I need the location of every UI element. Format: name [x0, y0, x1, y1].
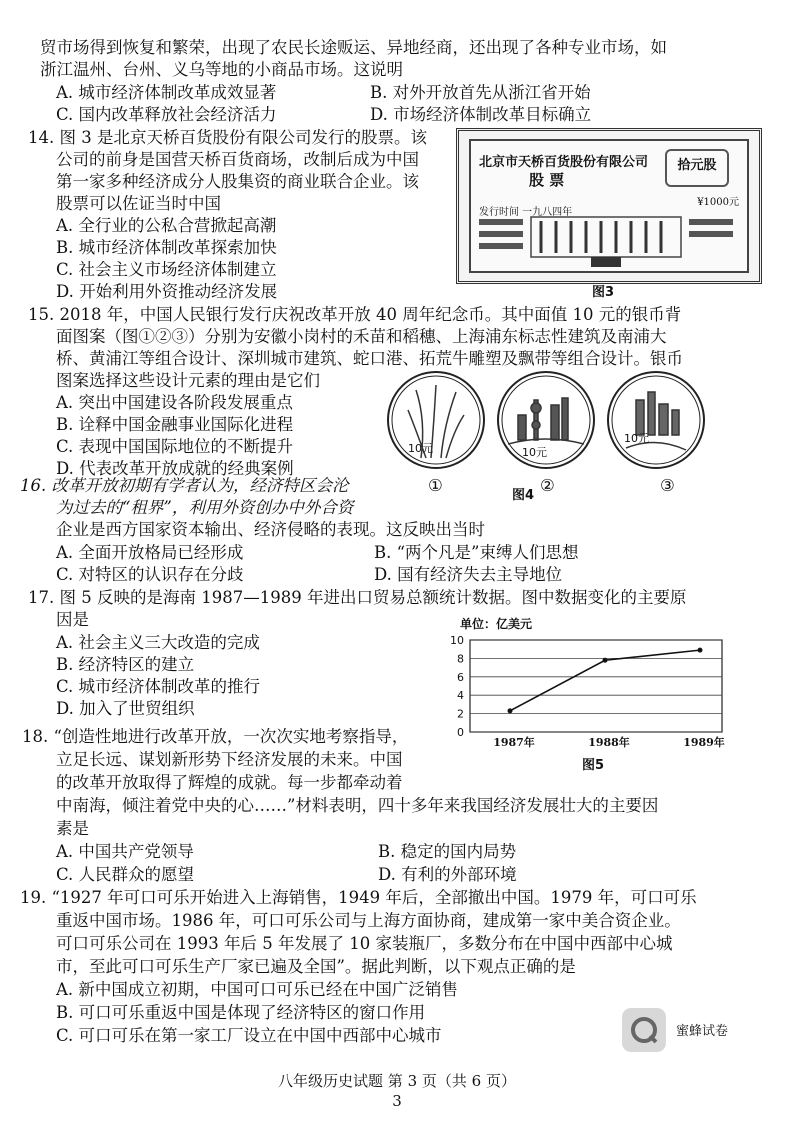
q19-stem: 重返中国市场。1986 年，可口可乐公司与上海方面协商，建成第一家中美合资企业。: [56, 911, 681, 930]
q19-stem: 19. “1927 年可口可乐开始进入上海销售，1949 年后，全部撤出中国。1979 年，可口可乐: [20, 888, 697, 907]
q16-stem: 16. 改革开放初期有学者认为，经济特区会沦: [20, 476, 349, 495]
q14-option-b: B. 城市经济体制改革探索加快: [56, 238, 277, 257]
q14-option-c: C. 社会主义市场经济体制建立: [56, 260, 277, 279]
q13-option-c: C. 国内改革释放社会经济活力: [56, 105, 277, 124]
stock-title: 股 票: [529, 171, 565, 189]
q17-stem: 17. 图 5 反映的是海南 1987—1989 年进出口贸易总额统计数据。图中数据变化的主要原: [28, 588, 687, 607]
coin-2-label: ②: [540, 476, 555, 495]
stock-issue-date: 发行时间 一九八四年: [479, 207, 573, 218]
q16-option-b: B. “两个凡是”束缚人们思想: [374, 543, 579, 562]
q15-option-c: C. 表现中国国际地位的不断提升: [56, 437, 294, 456]
y-tick-label: 10: [450, 634, 464, 647]
q19-option-b: B. 可口可乐重返中国是体现了经济特区的窗口作用: [56, 1003, 426, 1022]
q18-stem: 立足长远、谋划新形势下经济发展的未来。中国: [56, 750, 403, 769]
q16-option-d: D. 国有经济失去主导地位: [374, 565, 563, 584]
q17-stem: 因是: [56, 610, 89, 629]
y-tick-label: 4: [457, 689, 464, 703]
y-tick-label: 0: [457, 726, 464, 739]
stock-certificate-image: [456, 128, 762, 284]
q14-stem: 第一家多种经济成分人股集资的商业联合企业。该: [56, 172, 419, 191]
x-tick-label: 1987年: [493, 736, 535, 749]
figure-5-caption: 图5: [582, 758, 605, 773]
q15-stem: 图案选择这些设计元素的理由是它们: [56, 371, 320, 390]
trade-line-chart: [430, 614, 730, 754]
y-tick-label: 8: [457, 652, 464, 666]
q18-stem: 18. “创造性地进行改革开放，一次次实地考察指导，: [22, 727, 409, 746]
stock-company: 北京市天桥百货股份有限公司: [479, 155, 649, 170]
q19-option-a: A. 新中国成立初期，中国可口可乐已经在中国广泛销售: [56, 980, 458, 999]
q19-stem: 市，至此可口可乐生产厂家已遍及全国”。据此判断，以下观点正确的是: [56, 957, 576, 976]
y-tick-label: 6: [457, 670, 464, 684]
data-point: [508, 708, 513, 713]
coin-3-label: ③: [660, 476, 675, 495]
q18-stem: 素是: [56, 819, 89, 838]
y-tick-label: 2: [457, 707, 464, 721]
q14-stem: 股票可以佐证当时中国: [56, 194, 221, 213]
chart-unit-label: 单位：亿美元: [460, 617, 533, 631]
coin-2-value: 10元: [522, 446, 547, 459]
q17-option-a: A. 社会主义三大改造的完成: [56, 633, 260, 652]
q16-stem: 为过去的“租界”，利用外资创办中外合资: [56, 498, 354, 517]
stock-amount: ¥1000元: [697, 197, 739, 208]
q15-option-d: D. 代表改革开放成就的经典案例: [56, 459, 294, 478]
q13-option-a: A. 城市经济体制改革成效显著: [56, 83, 277, 102]
q15-stem: 面图案（图①②③）分别为安徽小岗村的禾苗和稻穗、上海浦东标志性建筑及南浦大: [56, 327, 667, 346]
q19-stem: 可口可乐公司在 1993 年后 5 年发展了 10 家装瓶厂，多数分布在中国中西部中心城: [56, 934, 673, 953]
figure-3-caption: 图3: [592, 285, 615, 300]
q17-option-c: C. 城市经济体制改革的推行: [56, 677, 261, 696]
q18-stem: 的改革开放取得了辉煌的成就。每一步都牵动着: [56, 773, 403, 792]
figure-4-caption: 图4: [512, 488, 535, 503]
data-point: [698, 648, 703, 653]
q19-option-c: C. 可口可乐在第一家工厂设立在中国中西部中心城市: [56, 1026, 442, 1045]
q15-option-a: A. 突出中国建设各阶段发展重点: [56, 393, 293, 412]
coins-image: [386, 370, 716, 475]
pudong-skyline-illustration: [508, 398, 584, 444]
q14-option-d: D. 开始利用外资推动经济发展: [56, 282, 278, 301]
x-tick-label: 1988年: [588, 736, 630, 749]
q13-option-b: B. 对外开放首先从浙江省开始: [370, 83, 591, 102]
watermark-logo: [622, 1008, 666, 1052]
watermark-text: 蜜蜂试卷: [676, 1024, 729, 1039]
q15-stem: 15. 2018 年，中国人民银行发行庆祝改革开放 40 周年纪念币。其中面值 10 元的银币背: [28, 305, 682, 324]
coin-1-label: ①: [428, 476, 443, 495]
q17-option-b: B. 经济特区的建立: [56, 655, 195, 674]
q16-option-a: A. 全面开放格局已经形成: [56, 543, 244, 562]
q13-option-d: D. 市场经济体制改革目标确立: [370, 105, 592, 124]
footer-title: 八年级历史试题 第 3 页（共 6 页）: [278, 1072, 516, 1090]
q14-stem: 14. 图 3 是北京天桥百货股份有限公司发行的股票。该: [28, 128, 427, 147]
q17-option-d: D. 加入了世贸组织: [56, 699, 195, 718]
q16-stem: 企业是西方国家资本输出、经济侵略的表现。这反映出当时: [56, 520, 485, 539]
chart-frame: [470, 640, 722, 732]
coin-1-value: 10元: [408, 442, 433, 455]
q18-option-a: A. 中国共产党领导: [56, 842, 194, 861]
q14-stem: 公司的前身是国营天桥百货商场，改制后成为中国: [56, 150, 419, 169]
footer-page-number: 3: [392, 1092, 402, 1110]
coin-3-value: 10元: [624, 432, 649, 445]
q14-option-a: A. 全行业的公私合营掀起高潮: [56, 216, 277, 235]
x-tick-label: 1989年: [683, 736, 725, 749]
q15-option-b: B. 诠释中国金融事业国际化进程: [56, 415, 294, 434]
q18-option-c: C. 人民群众的愿望: [56, 865, 195, 884]
q18-option-b: B. 稳定的国内局势: [378, 842, 517, 861]
q15-stem: 桥、黄浦江等组合设计、深圳城市建筑、蛇口港、拓荒牛雕塑及飘带等组合设计。银币: [56, 349, 683, 368]
intro-line: 浙江温州、台州、义乌等地的小商品市场。这说明: [40, 60, 403, 79]
q16-option-c: C. 对特区的认识存在分歧: [56, 565, 244, 584]
intro-line: 贸市场得到恢复和繁荣，出现了农民长途贩运、异地经商，还出现了各种专业市场，如: [40, 38, 667, 57]
q18-stem: 中南海，倾注着党中央的心……”材料表明，四十多年来我国经济发展壮大的主要因: [56, 796, 659, 815]
stock-seal: 拾元股: [665, 149, 729, 187]
q18-option-d: D. 有利的外部环境: [378, 865, 517, 884]
stock-building-illustration: [471, 199, 747, 269]
data-point: [603, 658, 608, 663]
